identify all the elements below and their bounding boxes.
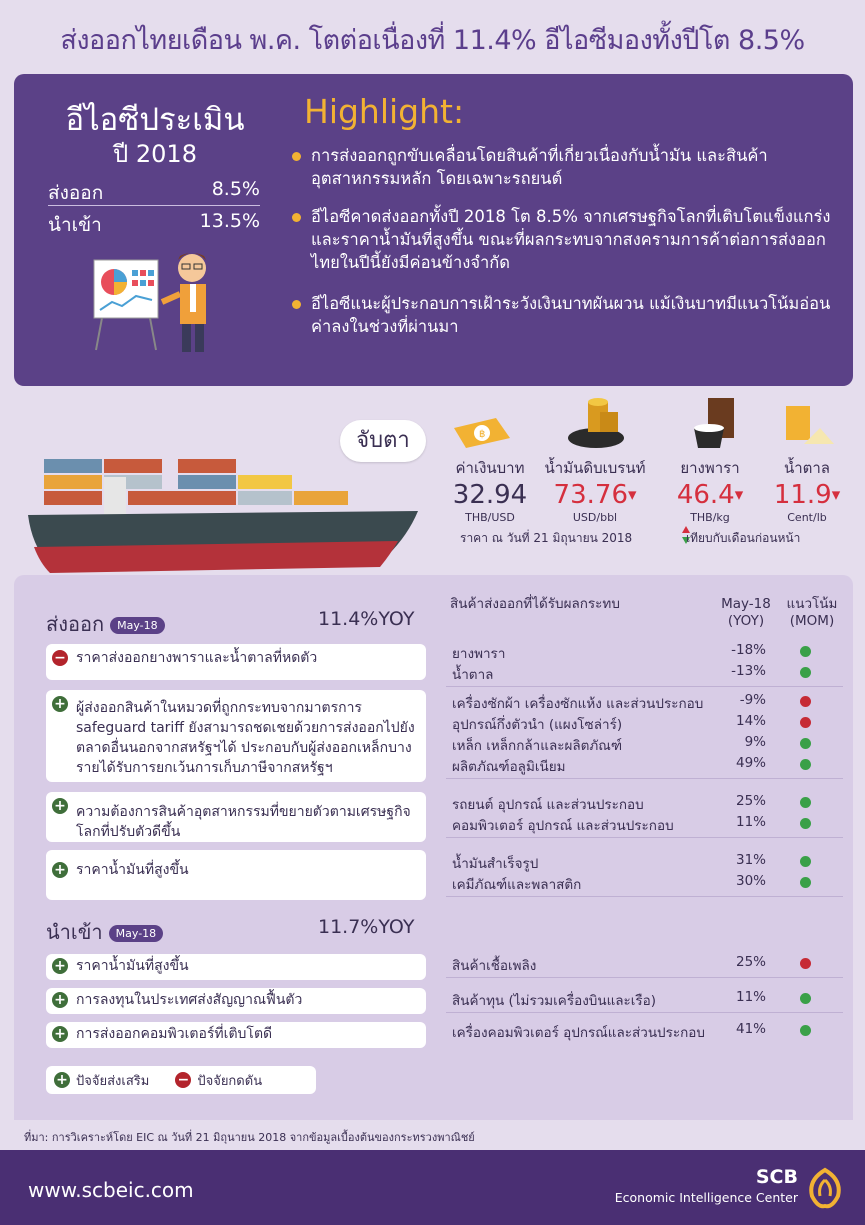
plus-icon: + xyxy=(52,862,68,878)
legend-item-minus: − ปัจจัยกดดัน xyxy=(175,1070,262,1091)
product-group xyxy=(446,850,843,897)
mom-trend-dot-icon xyxy=(800,717,811,728)
product-yoy: 30% xyxy=(735,873,766,889)
trend-down-icon: ▼ xyxy=(627,488,637,502)
product-name: เหล็ก เหล็กกล้าและผลิตภัณฑ์ xyxy=(452,738,623,754)
highlight-title: Highlight: xyxy=(304,92,465,131)
product-yoy: 41% xyxy=(735,1021,766,1037)
product-name: เครื่องซักผ้า เครื่องซักแห้ง และส่วนประกอบ xyxy=(452,696,704,712)
import-growth: 11.7%YOY xyxy=(318,916,415,938)
product-name: อุปกรณ์กึ่งตัวนำ (แผงโซล่าร์) xyxy=(452,717,623,733)
product-name: ยางพารา xyxy=(452,646,506,662)
estimate-label: ส่งออก xyxy=(48,182,104,204)
trend-down-icon: ▼ xyxy=(831,488,841,502)
product-group xyxy=(446,640,843,687)
estimate-value: 8.5% xyxy=(211,178,260,200)
import-section-title: นำเข้า May-18 xyxy=(46,916,163,948)
factor-card: + ผู้ส่งออกสินค้าในหมวดที่ถูกกระทบจากมาตรการ safeguard tariff ยังสามารถชดเชยด้วยการส่งออกไปยังตลาดอื่นนอกจากสหรัฐฯได้ ประกอบกับผู้ส่งออกเหล็กบางรายได้รับการยกเว้นการเก็บภาษีจากสหรัฐฯ xyxy=(46,690,426,782)
indicator-unit: THB/USD xyxy=(465,510,515,524)
product-name: น้ำมันสำเร็จรูป xyxy=(452,856,539,872)
product-name: เครื่องคอมพิวเตอร์ อุปกรณ์และส่วนประกอบ xyxy=(452,1025,705,1041)
product-name: เคมีภัณฑ์และพลาสติก xyxy=(452,877,582,893)
product-yoy: 49% xyxy=(735,755,766,771)
column-header-products: สินค้าส่งออกที่ได้รับผลกระทบ xyxy=(450,596,620,612)
factor-card: + ความต้องการสินค้าอุตสาหกรรมที่ขยายตัวตามเศรษฐกิจโลกที่ปรับตัวดีขึ้น xyxy=(46,792,426,842)
trend-down-icon: ▼ xyxy=(734,488,744,502)
product-group xyxy=(446,791,843,838)
brand-name: SCB xyxy=(755,1166,798,1188)
estimate-value: 13.5% xyxy=(199,210,260,232)
indicator-label: น้ำตาล xyxy=(783,459,831,477)
presenter-illustration-icon xyxy=(92,246,222,356)
mom-trend-dot-icon xyxy=(800,877,811,888)
divider xyxy=(446,837,843,838)
export-section-title: ส่งออก May-18 xyxy=(46,608,165,640)
indicator-sugar xyxy=(762,456,852,524)
plus-icon: + xyxy=(52,958,68,974)
cargo-ship-icon xyxy=(28,455,428,575)
indicator-unit: USD/bbl xyxy=(572,510,618,524)
mom-trend-dot-icon xyxy=(800,738,811,749)
bullet-icon xyxy=(292,152,301,161)
minus-icon: − xyxy=(52,650,68,666)
product-row xyxy=(446,812,843,833)
baht-coin-icon xyxy=(452,412,512,452)
column-header-yoy: May-18 (YOY) xyxy=(721,596,771,629)
sugar-bag-icon xyxy=(780,404,836,450)
divider xyxy=(446,896,843,897)
product-yoy: 9% xyxy=(744,734,766,750)
product-row xyxy=(446,791,843,812)
indicator-value: 11.9▼ xyxy=(773,480,841,510)
rubber-latex-icon xyxy=(690,398,738,450)
product-group xyxy=(446,690,843,779)
bullet-icon xyxy=(292,213,301,222)
mom-trend-dot-icon xyxy=(800,1025,811,1036)
factor-card: + การส่งออกคอมพิวเตอร์ที่เติบโตดี xyxy=(46,1022,426,1048)
mom-trend-dot-icon xyxy=(800,646,811,657)
divider xyxy=(446,1012,843,1013)
product-name: คอมพิวเตอร์ อุปกรณ์ และส่วนประกอบ xyxy=(452,818,674,834)
product-yoy: 11% xyxy=(735,989,766,1005)
estimate-row-export xyxy=(48,178,260,208)
source-note: ที่มา: การวิเคราะห์โดย EIC ณ วันที่ 21 มิถุนายน 2018 จากข้อมูลเบื้องต้นของกระทรวงพาณิชย์ xyxy=(24,1131,475,1144)
watch-label: จับตา xyxy=(340,420,426,462)
product-row xyxy=(446,987,843,1008)
factor-card: + การลงทุนในประเทศส่งสัญญาณฟื้นตัว xyxy=(46,988,426,1014)
export-growth: 11.4%YOY xyxy=(318,608,415,630)
product-yoy: 31% xyxy=(735,852,766,868)
bullet-icon xyxy=(292,300,301,309)
mom-trend-dot-icon xyxy=(800,797,811,808)
divider xyxy=(446,686,843,687)
estimate-label: นำเข้า xyxy=(48,214,102,236)
period-badge: May-18 xyxy=(110,617,165,634)
indicator-baht xyxy=(440,456,540,524)
product-yoy: -18% xyxy=(731,642,766,658)
product-row xyxy=(446,871,843,892)
product-group xyxy=(446,1019,843,1040)
estimate-row-import xyxy=(48,210,260,240)
eic-estimate-title: อีไอซีประเมิน xyxy=(65,102,245,138)
divider xyxy=(446,977,843,978)
product-row xyxy=(446,753,843,774)
mom-trend-dot-icon xyxy=(800,993,811,1004)
product-row xyxy=(446,732,843,753)
mom-trend-dot-icon xyxy=(800,818,811,829)
factor-card: − ราคาส่งออกยางพาราและน้ำตาลที่หดตัว xyxy=(46,644,426,680)
factor-card: + ราคาน้ำมันที่สูงขึ้น xyxy=(46,954,426,980)
product-yoy: 11% xyxy=(735,814,766,830)
plus-icon: + xyxy=(52,1026,68,1042)
product-name: น้ำตาล xyxy=(452,667,494,683)
product-row xyxy=(446,661,843,682)
indicator-value: 73.76▼ xyxy=(553,480,637,510)
product-row xyxy=(446,1019,843,1040)
product-yoy: -9% xyxy=(739,692,766,708)
highlight-item: อีไอซีแนะผู้ประกอบการเฝ้าระวังเงินบาทผันผวน แม้เงินบาทมีแนวโน้มอ่อนค่าลงในช่วงที่ผ่านมา xyxy=(292,292,837,338)
indicator-label: ค่าเงินบาท xyxy=(455,459,525,477)
product-row xyxy=(446,952,843,973)
page-title: ส่งออกไทยเดือน พ.ค. โตต่อเนื่องที่ 11.4% อีไอซีมองทั้งปีโต 8.5% xyxy=(60,25,805,56)
price-date-note: ราคา ณ วันที่ 21 มิถุนายน 2018 xyxy=(460,531,633,545)
plus-icon: + xyxy=(54,1072,70,1088)
indicator-value: 46.4▼ xyxy=(676,480,744,510)
compare-note: เทียบกับเดือนก่อนหน้า xyxy=(686,531,801,545)
plus-icon: + xyxy=(52,696,68,712)
product-row xyxy=(446,690,843,711)
product-name: สินค้าเชื้อเพลิง xyxy=(452,958,537,974)
indicator-unit: Cent/lb xyxy=(787,510,827,524)
period-badge: May-18 xyxy=(109,925,164,942)
product-row xyxy=(446,711,843,732)
product-yoy: 25% xyxy=(735,954,766,970)
divider xyxy=(48,205,260,206)
highlight-item: อีไอซีคาดส่งออกทั้งปี 2018 โต 8.5% จากเศรษฐกิจโลกที่เติบโตแข็งแกร่ง และราคาน้ำมันที่สูงขึ้น ขณะที่ผลกระทบจากสงครามการค้าต่อการส่งออกไทยในปีนี้ยังมีค่อนข้างจำกัด xyxy=(292,205,837,274)
indicator-value: 32.94 xyxy=(452,480,528,510)
mom-trend-dot-icon xyxy=(800,856,811,867)
mom-trend-dot-icon xyxy=(800,696,811,707)
indicator-label: ยางพารา xyxy=(680,459,740,477)
indicator-brent-oil xyxy=(535,456,655,524)
eic-estimate-year: ปี 2018 xyxy=(113,140,197,168)
product-group xyxy=(446,987,843,1013)
product-row xyxy=(446,640,843,661)
product-row xyxy=(446,850,843,871)
website-link[interactable]: www.scbeic.com xyxy=(28,1178,194,1202)
column-header-mom: แนวโน้ม (MOM) xyxy=(786,596,838,629)
product-name: สินค้าทุน (ไม่รวมเครื่องบินและเรือ) xyxy=(452,993,657,1009)
product-name: ผลิตภัณฑ์อลูมิเนียม xyxy=(452,759,566,775)
product-yoy: 14% xyxy=(735,713,766,729)
mom-trend-dot-icon xyxy=(800,759,811,770)
oil-barrel-icon xyxy=(566,396,626,450)
indicator-unit: THB/kg xyxy=(690,510,730,524)
product-yoy: 25% xyxy=(735,793,766,809)
legend-item-plus: + ปัจจัยส่งเสริม xyxy=(54,1070,149,1091)
highlight-item: การส่งออกถูกขับเคลื่อนโดยสินค้าที่เกี่ยวเนื่องกับน้ำมัน และสินค้าอุตสาหกรรมหลัก โดยเฉพาะรถยนต์ xyxy=(292,144,837,190)
brand-subtitle: Economic Intelligence Center xyxy=(614,1190,798,1205)
plus-icon: + xyxy=(52,798,68,814)
minus-icon: − xyxy=(175,1072,191,1088)
indicator-rubber xyxy=(660,456,760,524)
mom-trend-dot-icon xyxy=(800,667,811,678)
product-yoy: -13% xyxy=(731,663,766,679)
factor-card: + ราคาน้ำมันที่สูงขึ้น xyxy=(46,850,426,900)
product-group xyxy=(446,952,843,978)
svg-text:฿: ฿ xyxy=(479,429,486,440)
indicator-label: น้ำมันดิบเบรนท์ xyxy=(544,459,646,477)
mom-trend-dot-icon xyxy=(800,958,811,969)
plus-icon: + xyxy=(52,992,68,1008)
product-name: รถยนต์ อุปกรณ์ และส่วนประกอบ xyxy=(452,797,644,813)
legend xyxy=(46,1066,316,1094)
divider xyxy=(446,778,843,779)
scb-logo-icon xyxy=(800,1166,850,1210)
